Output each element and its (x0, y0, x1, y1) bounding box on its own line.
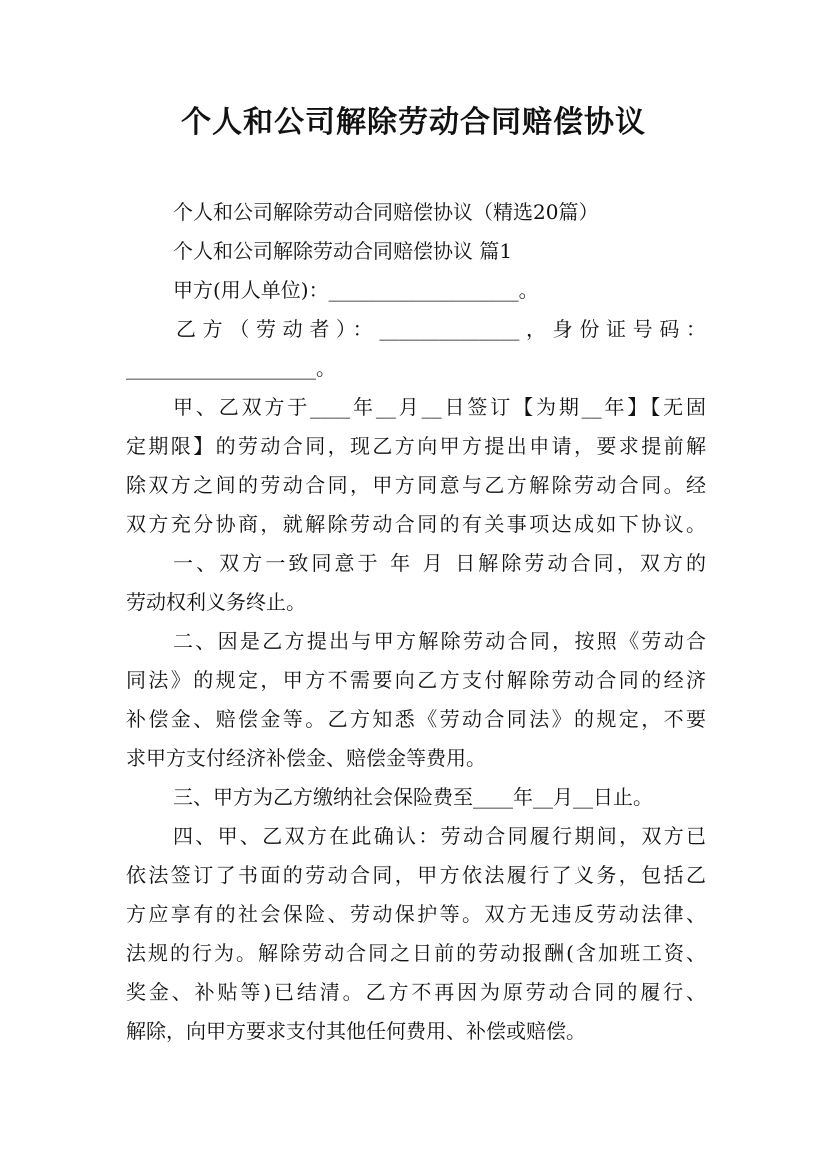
article-heading: 个人和公司解除劳动合同赔偿协议 篇1 (173, 239, 513, 263)
intro-line: 甲、乙双方于____年__月__日签订【为期__年】【无固 (173, 395, 706, 419)
clause-line: 一、双方一致同意于 年 月 日解除劳动合同，双方的 (173, 551, 706, 575)
clause-line: 劳动权利义务终止。 (126, 590, 306, 614)
clause-line: 解除，向甲方要求支付其他任何费用、补偿或赔偿。 (126, 1019, 586, 1043)
clause-line: 法规的行为。解除劳动合同之日前的劳动报酬(含加班工资、 (126, 941, 706, 965)
intro-line: 除双方之间的劳动合同，甲方同意与乙方解除劳动合同。经 (126, 473, 706, 497)
clause-line: 二、因是乙方提出与甲方解除劳动合同，按照《劳动合 (173, 629, 706, 653)
clause-line: 奖金、补贴等)已结清。乙方不再因为原劳动合同的履行、 (126, 980, 706, 1004)
intro-line: 定期限】的劳动合同，现乙方向甲方提出申请，要求提前解 (126, 434, 706, 458)
clause-line: 三、甲方为乙方缴纳社会保险费至____年__月__日止。 (173, 785, 653, 809)
clause-line: 同法》的规定，甲方不需要向乙方支付解除劳动合同的经济 (126, 668, 706, 692)
document-subtitle: 个人和公司解除劳动合同赔偿协议（精选20篇） (173, 200, 599, 224)
clause-line: 四、甲、乙双方在此确认：劳动合同履行期间，双方已 (173, 824, 706, 848)
party-a-line: 甲方(用人单位)：___________________。 (173, 278, 539, 302)
clause-line: 方应享有的社会保险、劳动保护等。双方无违反劳动法律、 (126, 902, 706, 926)
clause-line: 补偿金、赔偿金等。乙方知悉《劳动合同法》的规定，不要 (126, 707, 706, 731)
clause-line: 依法签订了书面的劳动合同，甲方依法履行了义务，包括乙 (126, 863, 706, 887)
intro-line: 双方充分协商，就解除劳动合同的有关事项达成如下协议。 (126, 512, 706, 536)
document-title: 个人和公司解除劳动合同赔偿协议 (181, 105, 646, 140)
clause-line: 求甲方支付经济补偿金、赔偿金等费用。 (126, 746, 486, 770)
party-b-line: 乙方（劳动者）：______________，身份证号码： (176, 317, 706, 341)
party-b-id-line: ___________________。 (126, 356, 336, 380)
